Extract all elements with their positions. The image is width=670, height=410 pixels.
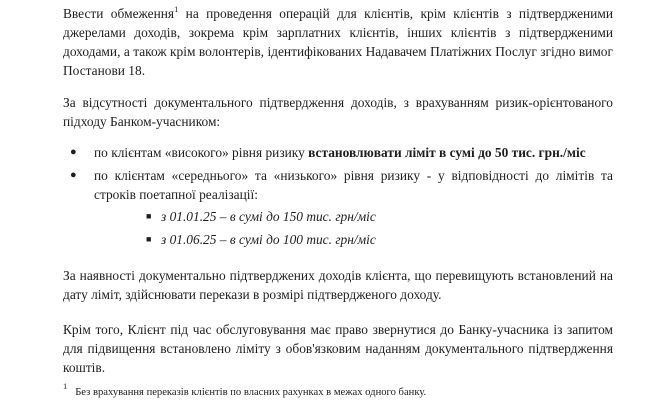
bullet-high-risk-limit: встановлювати ліміт в сумі до 50 тис. грн./міс xyxy=(308,145,586,160)
restriction-text: на проведення операцій для клієнтів, крім клієнтів з підтвердженими джерелами доходів, зокрема крім зарплатних клієнтів, інших клієнтів з підтвердженими доходами, а також крім волонтерів, ідентифікованих Надавачем Платіжних Послуг згідно вимог Постанови 18. xyxy=(63,6,613,78)
footnote-text: Без врахування переказів клієнтів по власних рахунках в межах одного банку. xyxy=(75,387,427,398)
footnote xyxy=(63,381,427,400)
bullet-high-risk-text xyxy=(94,143,613,162)
bullet-high-risk xyxy=(70,143,613,162)
footnote-mark: 1 xyxy=(63,381,68,391)
restriction-paragraph xyxy=(63,4,613,80)
proof-paragraph: За наявності документально підтверджених доходів клієнта, що перевищують встановлений на дату ліміт, здійснювати перекази в розмірі підтвердженого доходу. xyxy=(63,268,613,302)
bullet-medium-low-risk xyxy=(70,166,613,204)
square-bullet-icon: ■ xyxy=(146,234,152,244)
square-bullet-icon: ■ xyxy=(146,211,152,221)
bullet-dot-icon: ● xyxy=(70,169,77,181)
restriction-lead: Ввести обмеження xyxy=(63,6,175,21)
increase-request-paragraph: Крім того, Клієнт під час обслуговування має право звернутися до Банку-учасника із запитом для підвищення встановлено ліміту з обов'язковим наданням документального підтвердження коштів. xyxy=(63,322,613,375)
bullet-medium-low-risk-text: по клієнтам «середнього» та «низького» рівня ризику - у відповідності до лімітів та строків поетапної реалізації: xyxy=(94,168,613,202)
no-proof-paragraph: За відсутності документального підтвердження доходів, з врахуванням ризик-орієнтованого підходу Банком-учасником: xyxy=(63,95,613,129)
phase-limit-1: з 01.01.25 – в сумі до 150 тис. грн/міс xyxy=(161,209,376,224)
footnote-ref: 1 xyxy=(174,4,179,14)
bullet-high-risk-label: по клієнтам «високого» рівня ризику xyxy=(94,145,309,160)
phase-limit-2: з 01.06.25 – в сумі до 100 тис. грн/міс xyxy=(161,232,376,247)
bullet-dot-icon: ● xyxy=(70,146,77,158)
